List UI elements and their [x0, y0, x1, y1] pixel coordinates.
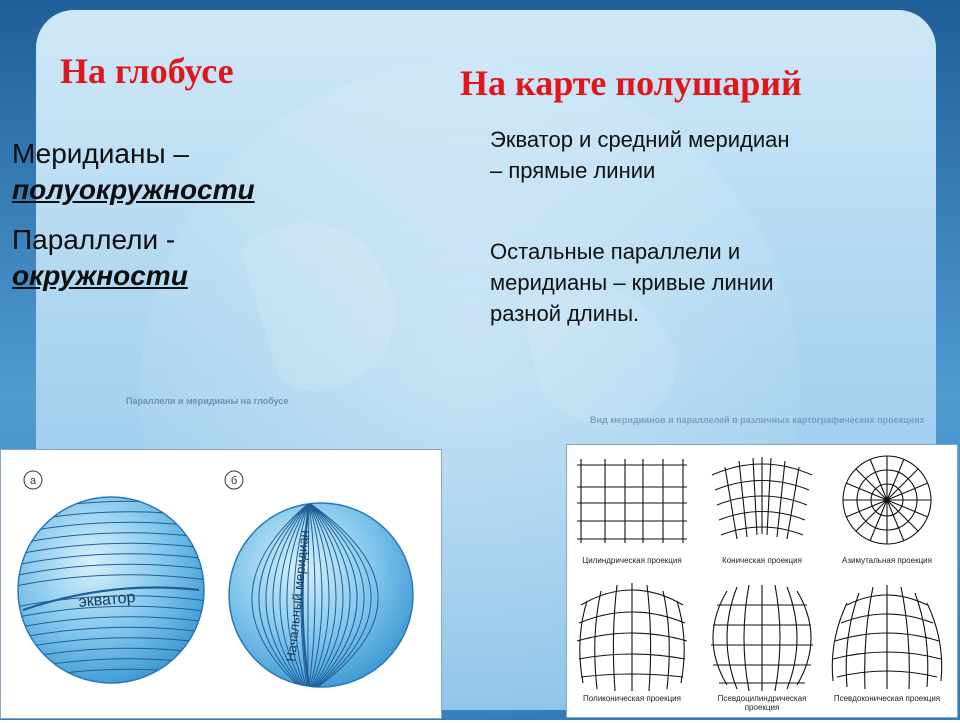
prime-meridian-label: Начальный меридиан [283, 529, 312, 663]
caption-pseudoconic: Псевдоконическая проекция [833, 694, 941, 703]
parallels-statement [12, 222, 412, 294]
para2-line3: разной длины. [490, 301, 640, 326]
equator-label: экватор [77, 589, 137, 611]
globe-b-letter: б [230, 475, 238, 487]
faint-caption-right: Вид меридианов и параллелей в различных картографических проекциях [590, 415, 925, 425]
caption-azimuthal: Азимутальная проекция [842, 556, 932, 565]
pseudocylindrical-projection [711, 585, 813, 691]
globes-panel [0, 449, 442, 719]
meridians-label: Меридианы – [12, 138, 189, 169]
meridians-statement [12, 136, 412, 208]
caption-conic: Коническая проекция [722, 556, 802, 565]
parallels-label: Параллели - [12, 224, 176, 255]
meridians-value: полуокружности [12, 174, 255, 205]
caption-polyconic: Поликоническая проекция [583, 694, 681, 703]
globes-illustration [1, 450, 441, 718]
conic-projection [712, 457, 812, 539]
faint-caption-left: Параллели и меридианы на глобусе [126, 396, 289, 406]
para2-line2: меридианы – кривые линии [490, 270, 774, 295]
curves-statement [490, 236, 920, 329]
projections-illustration [567, 445, 957, 717]
cylindrical-projection [577, 459, 687, 543]
globe-b [229, 503, 413, 687]
caption-cylindrical: Цилиндрическая проекция [582, 556, 682, 565]
projections-panel [566, 444, 958, 718]
para1-line2: – прямые линии [490, 158, 656, 183]
para2-line1: Остальные параллели и [490, 239, 741, 264]
para1-line1: Экватор и средний меридиан [490, 127, 790, 152]
equator-statement [490, 124, 920, 186]
parallels-value: окружности [12, 260, 188, 291]
globe-a [18, 497, 204, 683]
azimuthal-projection [843, 456, 931, 544]
left-title: На глобусе [60, 51, 234, 91]
globe-a-letter: а [29, 475, 37, 487]
pseudoconic-projection [832, 585, 941, 689]
right-title: На карте полушарий [460, 63, 802, 103]
caption-pseudocylindrical: Псевдоцилиндрическая проекция [717, 694, 807, 712]
polyconic-projection [577, 583, 687, 691]
